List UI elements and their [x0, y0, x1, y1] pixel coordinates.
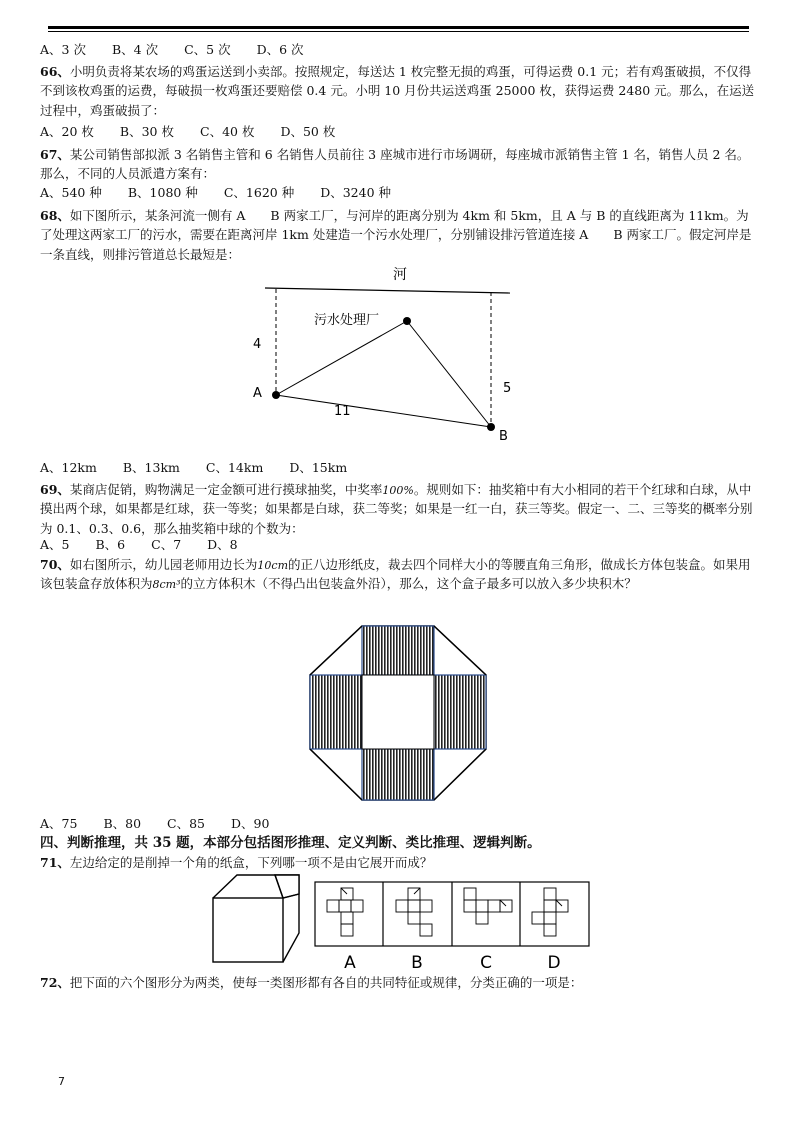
question-number: 72、 — [40, 975, 70, 990]
option-label-c: C — [480, 953, 492, 972]
option: B、6 — [95, 537, 126, 552]
q70-options — [40, 814, 758, 833]
label-a: A — [253, 386, 262, 401]
box-side-bottom — [362, 749, 434, 800]
option: D、15km — [289, 460, 348, 475]
option: B、1080 种 — [127, 185, 198, 200]
option: A、5 — [40, 537, 70, 552]
pipe-a — [276, 321, 407, 395]
cube-net-figure — [210, 872, 590, 972]
box-side-top — [362, 626, 434, 675]
question-number: 69、 — [40, 482, 70, 497]
q66-options — [40, 122, 758, 141]
river-label: 河 — [393, 267, 407, 283]
factory-b-point — [487, 423, 495, 431]
net-b — [396, 888, 432, 936]
question-68 — [40, 206, 758, 264]
rate-value: 100% — [382, 484, 414, 497]
option: D、50 枚 — [280, 124, 336, 139]
option: A、20 枚 — [40, 124, 94, 139]
section-heading: 四、判断推理，共 35 题，本部分包括图形推理、定义判断、类比推理、逻辑判断。 — [40, 835, 541, 851]
question-number: 66、 — [40, 64, 70, 79]
label-distance-5: 5 — [503, 381, 512, 396]
net-a — [327, 888, 363, 936]
question-text: 某商店促销，购物满足一定金额可进行摸球抽奖，中奖率 — [69, 482, 383, 497]
question-text: 左边给定的是削掉一个角的纸盒，下列哪一项不是由它展开而成？ — [69, 855, 433, 870]
question-number: 70、 — [40, 557, 70, 572]
header-rule-thin — [48, 31, 749, 32]
page-number: 7 — [58, 1075, 65, 1088]
q68-options — [40, 458, 758, 477]
net-d — [532, 888, 568, 936]
option: D、90 — [231, 816, 270, 831]
header-rule-thick — [48, 26, 749, 29]
option: B、80 — [103, 816, 142, 831]
option: D、6 次 — [256, 42, 304, 57]
question-number: 67、 — [40, 147, 70, 162]
question-number: 71、 — [40, 855, 70, 870]
option-label-d: D — [547, 953, 561, 972]
option: C、14km — [205, 460, 264, 475]
question-number: 68、 — [40, 208, 70, 223]
option: C、7 — [151, 537, 182, 552]
side-length: 10cm — [257, 559, 289, 572]
q65-options — [40, 40, 758, 59]
question-70 — [40, 555, 758, 594]
question-text: 如右图所示，幼儿园老师用边长为 — [69, 557, 258, 572]
plant-point — [403, 317, 411, 325]
cut-cube-drawing — [213, 875, 299, 962]
question-67 — [40, 145, 758, 184]
option: C、85 — [167, 816, 206, 831]
option: A、540 种 — [40, 185, 102, 200]
label-distance-11: 11 — [334, 404, 351, 419]
option: A、12km — [40, 460, 97, 475]
option: A、3 次 — [40, 42, 86, 57]
question-69 — [40, 480, 758, 538]
question-text: 的正八边形纸皮，裁去四个同样大小的等腰直角三角形，做成长方体包装盒。如果用该包装盒存放体积为 — [40, 557, 751, 592]
option: C、5 次 — [184, 42, 231, 57]
option: C、40 枚 — [200, 124, 255, 139]
option: B、4 次 — [111, 42, 159, 57]
river-factory-diagram — [250, 262, 520, 446]
question-66 — [40, 62, 758, 120]
option: D、8 — [207, 537, 238, 552]
option: B、30 枚 — [119, 124, 174, 139]
question-71 — [40, 853, 758, 872]
question-text: 如下图所示，某条河流一侧有 A B 两家工厂，与河岸的距离分别为 4km 和 5km，且 A 与 B 的直线距离为 11km。为了处理这两家工厂的污水，需要在距离河岸 1km 处建造一个污水处理厂，分别铺设排污管道连接 A B 两家工厂。假定河岸是一条直线，则排污管道总长最短是： — [40, 208, 752, 262]
question-text: 。规则如下：抽奖箱中有大小相同的若干个红球和白球，从中摸出两个球，如果都是红球，获一等奖；如果都是白球，获二等奖；如果是一红一白，获三等奖。假定一、二、三等奖的概率分别为 0.1、0.3、0.6，那么抽奖箱中球的个数为： — [40, 482, 753, 536]
question-72 — [40, 973, 758, 992]
option: D、3240 种 — [320, 185, 392, 200]
question-text: 某公司销售部拟派 3 名销售主管和 6 名销售人员前往 3 座城市进行市场调研，每座城市派销售主管 1 名，销售人员 2 名。那么，不同的人员派遣方案有： — [40, 147, 750, 182]
option: C、1620 种 — [223, 185, 295, 200]
label-distance-4: 4 — [253, 337, 262, 352]
factory-a-point — [272, 391, 280, 399]
plant-label: 污水处理厂 — [314, 313, 380, 328]
option: B、13km — [122, 460, 180, 475]
q69-options — [40, 535, 758, 554]
river-bank-line — [265, 288, 510, 293]
block-volume: 8cm³ — [152, 578, 181, 592]
net-c — [464, 888, 512, 924]
box-side-right — [434, 675, 486, 749]
question-text: 把下面的六个图形分为两类，使每一类图形都有各自的共同特征或规律，分类正确的一项是： — [69, 975, 583, 990]
box-side-left — [310, 675, 362, 749]
q67-options — [40, 183, 758, 202]
question-text: 小明负责将某农场的鸡蛋运送到小卖部。按照规定，每送达 1 枚完整无损的鸡蛋，可得运费 0.1 元；若有鸡蛋破损，不仅得不到该枚鸡蛋的运费，每破损一枚鸡蛋还要赔偿 0.4 元。小明 10 月份共运送鸡蛋 25000 枚，获得运费 2480 元。那么，在运送过程中，鸡蛋破损了： — [40, 64, 755, 118]
option: A、75 — [40, 816, 78, 831]
option-label-a: A — [344, 953, 356, 972]
pipe-b — [407, 321, 491, 427]
octagon-box-diagram — [300, 620, 500, 806]
segment-ab — [276, 395, 491, 427]
box-base — [362, 675, 434, 749]
question-text: 的立方体积木（不得凸出包装盒外沿），那么，这个盒子最多可以放入多少块积木？ — [180, 576, 637, 592]
label-b: B — [499, 429, 508, 444]
option-label-b: B — [411, 953, 423, 972]
